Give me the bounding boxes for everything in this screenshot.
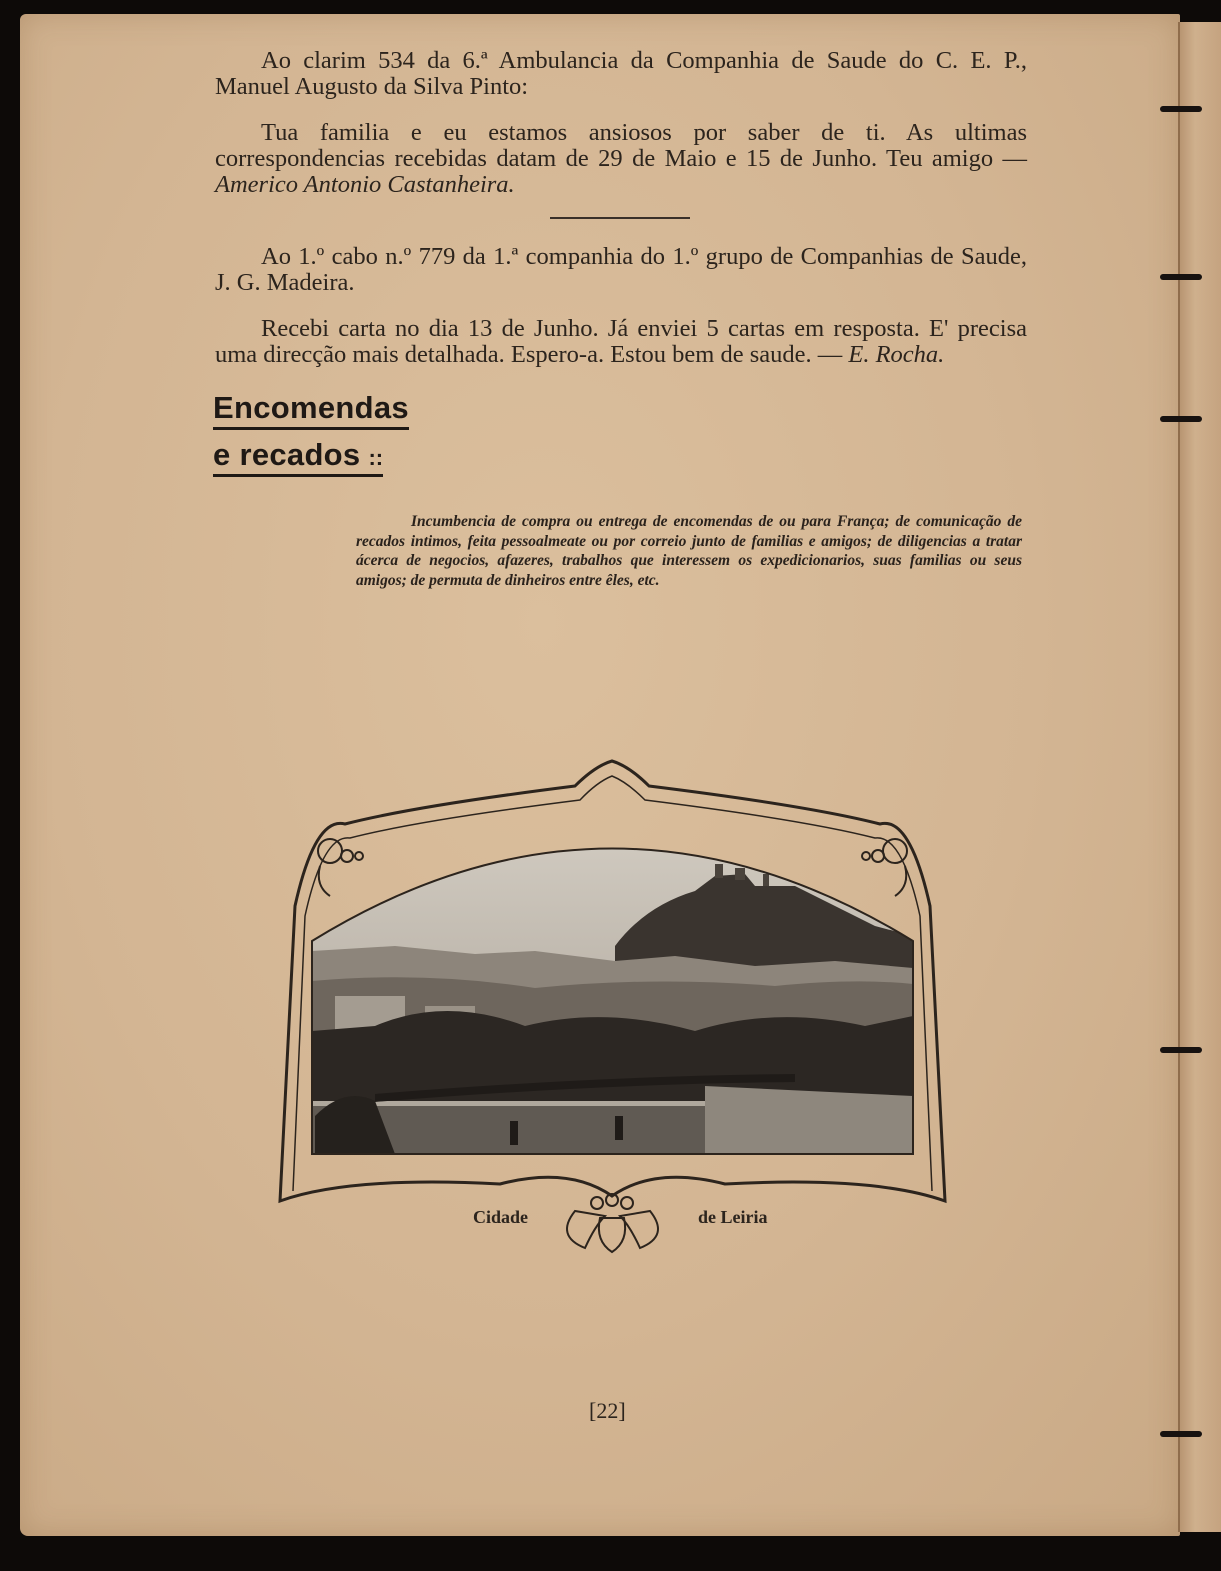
letter-1-address: Ao clarim 534 da 6.ª Ambulancia da Companhia de Saude do C. E. P., Manuel Augusto da Silva Pinto: — [215, 47, 1027, 100]
letter-1-signature: Americo Antonio Castanheira. — [215, 171, 515, 198]
letter-1-message — [215, 120, 1027, 198]
section-description: Incumbencia de compra ou entrega de encomendas de ou para França; de comunicação de recados intimos, feita pessoalmeate ou por correio junto de familias e amigos; de diligencias a tratar ácerca de negocios, afazeres, trabalhos que interessem os expedicionarios, suas familias ou seus amigos; de permuta de dinheiros entre êles, etc. — [356, 513, 1022, 589]
letter-1-message-text: Tua familia e eu estamos ansiosos por saber de ti. As ultimas correspondencias recebidas datam de 29 de Maio e 15 de Junho. Teu amigo — — [215, 119, 1027, 172]
staple-icon — [1160, 416, 1202, 422]
leiria-photo — [312, 786, 913, 1156]
page-number: [22] — [589, 1398, 626, 1423]
photo-frame — [275, 756, 950, 1256]
photo-caption-left: Cidade — [473, 1207, 529, 1227]
staple-icon — [1160, 274, 1202, 280]
photo-caption-right: de Leiria — [698, 1207, 768, 1227]
heading-ornament-icon: :: — [368, 445, 384, 470]
letter-2-address: Ao 1.º cabo n.º 779 da 1.ª companhia do 1.º grupo de Companhias de Saude, J. G. Madeira. — [215, 243, 1027, 296]
section-heading-line2-text: e recados — [213, 437, 361, 472]
fan-ornament-icon — [567, 1194, 658, 1252]
section-divider — [550, 217, 690, 219]
section-heading-line1: Encomendas — [213, 390, 409, 430]
letter-2-message-text: Recebi carta no dia 13 de Junho. Já enviei 5 cartas em resposta. E' precisa uma direcção mais detalhada. Espero-a. Estou bem de saude. — — [215, 315, 1027, 368]
letter-2-message — [215, 316, 1027, 368]
staple-icon — [1160, 1431, 1202, 1437]
adjacent-page-edge — [1178, 22, 1221, 1532]
staple-icon — [1160, 106, 1202, 112]
right-scroll-ornament — [862, 839, 907, 896]
left-scroll-ornament — [318, 839, 363, 896]
section-heading-line2 — [213, 437, 383, 477]
staple-icon — [1160, 1047, 1202, 1053]
letter-2-signature: E. Rocha. — [848, 341, 945, 368]
